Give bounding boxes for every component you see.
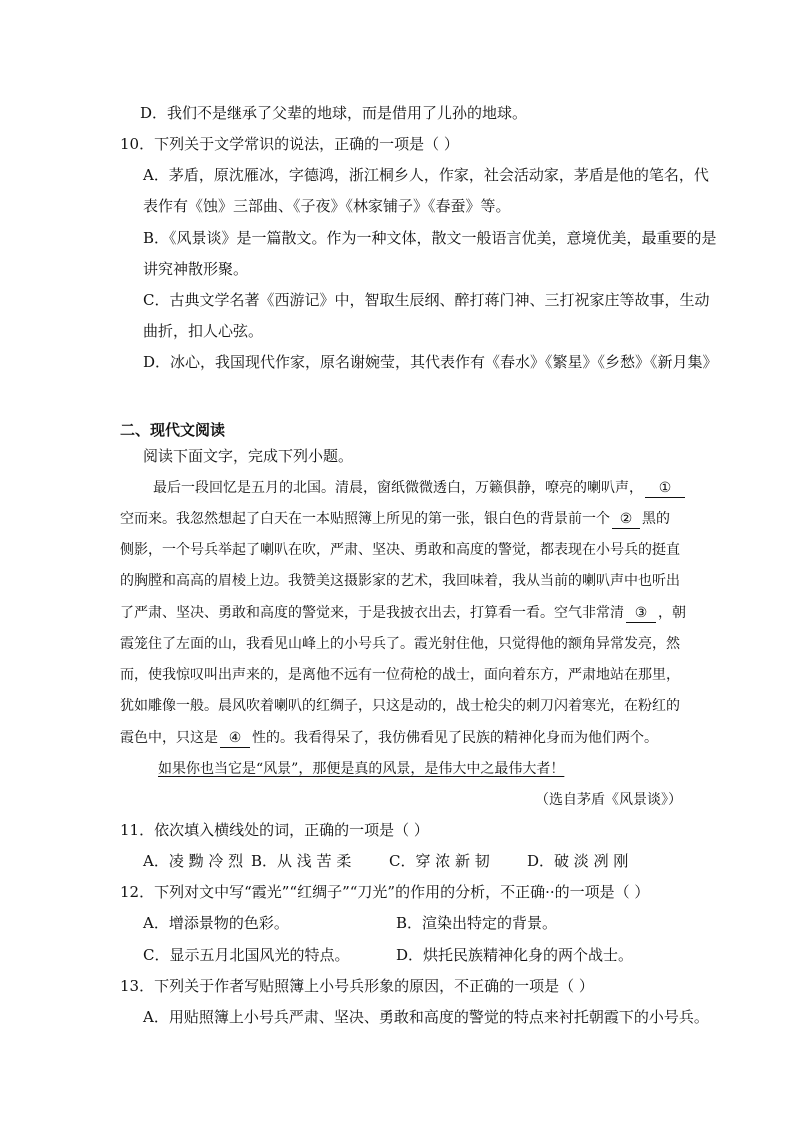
- passage-closing-line: 如果你也当它是“风景”，那便是真的风景，是伟大中之最伟大者！: [158, 761, 565, 777]
- passage-text: 霞色中，只这是: [120, 730, 218, 746]
- q12-option-d: D．烘托民族精神化身的两个战士。: [396, 946, 634, 964]
- q13-stem: 13．下列关于作者写贴照簿上小号兵形象的原因，不正确的一项是（ ）: [120, 977, 594, 995]
- q10-option-b-line1: B．《风景谈》是一篇散文。作为一种文体，散文一般语言优美，意境优美，最重要的是: [143, 229, 717, 247]
- blank-2: ②: [612, 510, 640, 529]
- passage-text: 空而来。我忽然想起了白天在一本贴照簿上所见的第一张，银白色的背景前一个: [120, 511, 610, 527]
- q11-option-b: B．从 浅 苦 柔: [251, 852, 352, 870]
- passage-line-6: 霞笼住了左面的山，我看见山峰上的小号兵了。霞光射住他，只觉得他的额角异常发亮，然: [120, 636, 680, 652]
- passage-text: 黑的: [642, 511, 670, 527]
- q11-options: [143, 851, 628, 871]
- q10-option-a-line1: A．茅盾，原沈雁冰，字德鸿，浙江桐乡人，作家，社会活动家，茅盾是他的笔名，代: [143, 166, 709, 184]
- passage-line-3: 侧影，一个号兵举起了喇叭在吹，严肃、坚决、勇敢和高度的警觉，都表现在小号兵的挺直: [120, 542, 680, 558]
- passage-text: ，朝: [658, 605, 686, 621]
- passage-text: 性的。我看得呆了，我仿佛看见了民族的精神化身而为他们两个。: [252, 730, 658, 746]
- q9-option-d: D．我们不是继承了父辈的地球，而是借用了儿孙的地球。: [140, 104, 528, 122]
- q10-option-b-line2: 讲究神散形聚。: [143, 260, 249, 278]
- q12-option-a: A．增添景物的色彩。: [143, 914, 289, 932]
- passage-line-7: 而，使我惊叹叫出声来的，是离他不远有一位荷枪的战士，面向着东方，严肃地站在那里，: [120, 667, 680, 683]
- q11-stem: 11．依次填入横线处的词，正确的一项是（ ）: [120, 821, 429, 839]
- passage-text: 了严肃、坚决、勇敢和高度的警觉来，于是我披衣出去，打算看一看。空气非常清: [120, 605, 624, 621]
- passage-line-5: [120, 603, 686, 623]
- q13-option-a: A．用贴照簿上小号兵严肃、坚决、勇敢和高度的警觉的特点来衬托朝霞下的小号兵。: [143, 1008, 709, 1026]
- passage-line-1: [153, 478, 687, 498]
- q10-stem: 10．下列关于文学常识的说法，正确的一项是（ ）: [120, 135, 459, 153]
- q11-option-c: C．穿 浓 新 韧: [389, 852, 490, 870]
- passage-line-2: [120, 509, 670, 529]
- q12-option-c: C．显示五月北国风光的特点。: [143, 946, 350, 964]
- q10-option-d: D．冰心，我国现代作家，原名谢婉莹，其代表作有《春水》《繁星》《乡愁》《新月集》: [143, 353, 718, 371]
- blank-1: ①: [645, 479, 685, 498]
- passage-text: 最后一段回忆是五月的北国。清晨，窗纸微微透白，万籁俱静，嘹亮的喇叭声，: [153, 480, 643, 496]
- section-instruction: 阅读下面文字，完成下列小题。: [143, 447, 354, 465]
- section-heading: 二、现代文阅读: [120, 421, 226, 439]
- q12-stem: 12．下列对文中写“霞光”“红绸子”“刀光”的作用的分析，不正确··的一项是（ ）: [120, 883, 650, 901]
- q10-option-c-line2: 曲折，扣人心弦。: [143, 322, 264, 340]
- q10-option-a-line2: 表作有《蚀》三部曲、《子夜》《林家铺子》《春蚕》等。: [143, 197, 511, 215]
- passage-line-4: 的胸膛和高高的眉棱上边。我赞美这摄影家的艺术，我回味着，我从当前的喇叭声中也听出: [120, 573, 680, 589]
- blank-4: ④: [220, 729, 250, 748]
- q11-option-d: D．破 淡 冽 刚: [527, 852, 629, 870]
- q10-option-c-line1: C．古典文学名著《西游记》中，智取生辰纲、醉打蒋门神、三打祝家庄等故事，生动: [143, 291, 710, 309]
- passage-line-9: [120, 728, 658, 748]
- blank-3: ③: [626, 604, 656, 623]
- q11-option-a: A．凌 黝 冷 烈: [143, 852, 244, 870]
- q12-option-b: B．渲染出特定的背景。: [396, 914, 558, 932]
- passage-line-8: 犹如雕像一般。晨风吹着喇叭的红绸子，只这是动的，战士枪尖的刺刀闪着寒光，在粉红的: [120, 698, 680, 714]
- passage-source: （选自茅盾《风景谈》）: [535, 792, 682, 808]
